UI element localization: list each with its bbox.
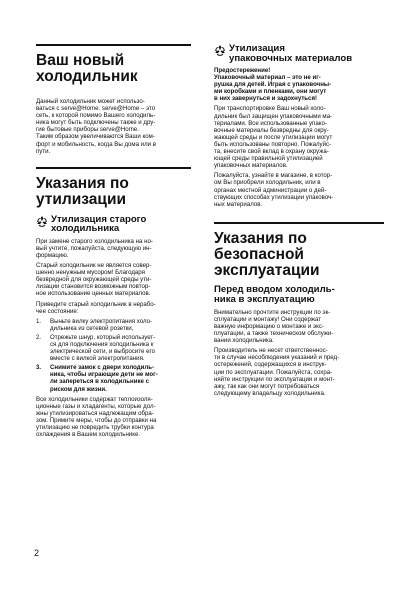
- subheading-old-fridge: Утилизация старого холодильника: [36, 215, 191, 234]
- subheading-packaging: Утилизация упаковочных материалов: [214, 44, 384, 63]
- read-instructions-paragraph: Внимательно прочтите инструкции по эк- сплуатации и монтажу! Они содержат важную информацию о монтаже и экс- плуатации, а также техническом обслужи- вании холодильника.: [214, 308, 334, 345]
- replacement-paragraph: При замене старого холодильника на но- вый учтите, пожалуйста, следующую ин- формацию.: [36, 237, 153, 259]
- section-rule: [214, 222, 384, 224]
- heading-new-fridge: Ваш новый холодильник: [36, 52, 138, 85]
- list-item: 2. Отрежьте шнур, который использует- ся для подключения холодильника к электрической сети, и выбросите его вместе с вилкой электропитания.: [36, 333, 156, 363]
- warning-paragraph: Предостережение! Упаковочный материал – это не иг- рушка для детей. Играя с упаковочны- ми коробками и пленками, они могут в них завернуться и задохнуться!: [214, 67, 332, 103]
- page-number: 2: [34, 548, 40, 558]
- section-rule: [36, 44, 191, 46]
- refrigerant-paragraph: Все холодильники содержат теплоизоля- ционные газы и хладагенты, которые дол- жны утилизироваться надлежащим обра- зом. Примите меры, чтобы до отправки на утилизацию не повредить трубки контура охлаждения в Вашем холодильнике.: [36, 395, 157, 439]
- disable-fridge-paragraph: Приведите старый холодильник в нерабо- чее состояние:: [36, 300, 156, 315]
- recycle-icon: [214, 44, 229, 56]
- heading-safe-operation: Указания по безопасной эксплуатации: [214, 229, 320, 279]
- heading-disposal: Указания по утилизации: [36, 174, 129, 208]
- transport-paragraph: При транспортировке Ваш новый холо- дильник был защищен упаковочными ма- териалами. Все использованные упако- вочные материалы безвредны для окру- жающей среды и после утилизации могут быть использованы повторно. Пожалуйс- та, внесите свой вклад в охрану окружа- ющей среды правильной утилизацией упаковочных материалов.: [214, 105, 333, 170]
- disable-steps-list: [36, 318, 191, 393]
- subheading-before-use: Перед вводом холодиль- ника в эксплуатацию: [214, 283, 335, 305]
- right-column: [214, 44, 384, 400]
- ask-store-paragraph: Пожалуйста, узнайте в магазине, в котор- ом Вы приобрели холодильник, или в органах местной администрации о дей- ствующих способах утилизации упаковоч- ных материалов.: [214, 172, 334, 208]
- list-item: 3. Снимите замок с двери холодиль- ника, чтобы играющие дети не мог- ли запереться в холодильнике с риском для жизни.: [36, 364, 158, 393]
- liability-paragraph: Производитель не несет ответственнос- ти в случае несоблюдения указаний и пред- остережений, содержащихся в инструк- ции по эксплуатации. Пожалуйста, сохра- няйте инструкции по эксплуатации и монт- ажу, так как они могут потребоваться следующему владельцу холодильника.: [214, 347, 340, 397]
- section-rule: [36, 167, 191, 169]
- serve-at-home-paragraph: Данный холодильник может использо- ваться с serve@Home. serve@Home – это сеть, к которой помимо Вашего холодиль- ника могут быть подключены также и дру- гие бытовые приборы serve@Home. Таким образом увеличиваются Ваши ком- форт и мобильность, когда Вы дома или в пути.: [36, 98, 156, 155]
- recycle-icon: [36, 215, 51, 227]
- list-item: 1. Выньте вилку электропитания холо- дильника из сетевой розетки,: [36, 317, 153, 332]
- left-column: [36, 44, 191, 441]
- not-garbage-paragraph: Старый холодильник не является совер- шенно ненужным мусором! Благодаря безвредной для окружающей среды ути- лизации становится возможным повтор- ное использование ценных материалов.: [36, 262, 152, 298]
